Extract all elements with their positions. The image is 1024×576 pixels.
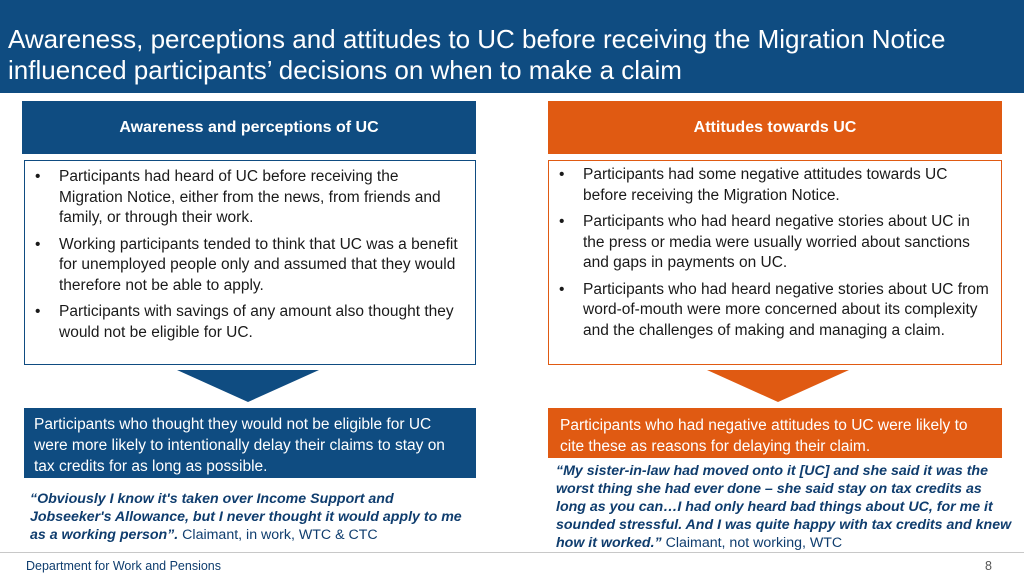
attitudes-header <box>548 101 1002 154</box>
quote-text: “My sister-in-law had moved onto it [UC] and she said it was the worst thing she had ever done – she said stay on tax credits as long as you can…I had only heard bad things about UC, for me it sounded stressful. And I was quite happy with tax credits and knew how it worked.” <box>556 463 1012 551</box>
attitudes-conclusion <box>548 408 1002 458</box>
bullet-icon: • <box>559 166 565 183</box>
awareness-header-label: Awareness and perceptions of UC <box>119 118 379 136</box>
awareness-conclusion <box>24 408 476 478</box>
list-item <box>557 165 991 206</box>
bullet-icon: • <box>559 280 565 298</box>
awareness-bullet-list <box>33 167 465 343</box>
attitudes-conclusion-text: Participants who had negative attitudes to UC were likely to cite these as reasons for delaying their claim. <box>560 417 968 455</box>
list-item <box>33 235 465 297</box>
down-arrow-icon <box>177 370 319 402</box>
quote-text: “Obviously I know it's taken over Income Support and Jobseeker's Allowance, but I never thought it would apply to me as a working person”. <box>30 491 462 543</box>
bullet-text: Participants who had heard negative stories about UC from word-of-mouth were more concerned about its complexity and the challenges of making and managing a claim. <box>583 280 989 339</box>
down-arrow-icon <box>707 370 849 402</box>
footer-divider <box>0 552 1024 553</box>
list-item <box>557 212 991 274</box>
attitudes-bullet-list <box>557 165 991 341</box>
list-item <box>33 167 465 229</box>
bullet-icon: • <box>559 213 565 230</box>
claimant-quote-left <box>30 490 470 544</box>
claimant-quote-right <box>556 462 1012 552</box>
bullet-icon: • <box>35 168 41 185</box>
awareness-findings-box <box>24 160 476 365</box>
title-bar <box>0 0 1024 93</box>
bullet-text: Participants who had heard negative stories about UC in the press or media were usually worried about sanctions and gaps in payments on UC. <box>583 213 970 271</box>
bullet-icon: • <box>35 303 41 320</box>
list-item <box>557 280 991 342</box>
bullet-text: Participants had heard of UC before receiving the Migration Notice, either from the news, from friends and family, or through their work. <box>59 168 441 226</box>
quote-attribution: Claimant, in work, WTC & CTC <box>178 527 378 543</box>
bullet-text: Working participants tended to think that UC was a benefit for unemployed people only and assumed that they would therefore not be able to apply. <box>59 235 458 294</box>
footer-organisation: Department for Work and Pensions <box>26 559 222 573</box>
slide-title: Awareness, perceptions and attitudes to UC before receiving the Migration Notice influenced participants’ decisions on when to make a claim <box>8 24 946 85</box>
page-number: 8 <box>985 559 992 573</box>
bullet-icon: • <box>35 235 41 253</box>
attitudes-findings-box <box>548 160 1002 365</box>
awareness-header <box>22 101 476 154</box>
bullet-text: Participants with savings of any amount also thought they would not be eligible for UC. <box>59 303 454 341</box>
attitudes-header-label: Attitudes towards UC <box>693 118 857 136</box>
bullet-text: Participants had some negative attitudes towards UC before receiving the Migration Notice. <box>583 166 948 204</box>
list-item <box>33 302 465 343</box>
quote-attribution: Claimant, not working, WTC <box>661 535 843 551</box>
awareness-conclusion-text: Participants who thought they would not be eligible for UC were more likely to intentionally delay their claims to stay on tax credits for as long as possible. <box>34 416 445 475</box>
